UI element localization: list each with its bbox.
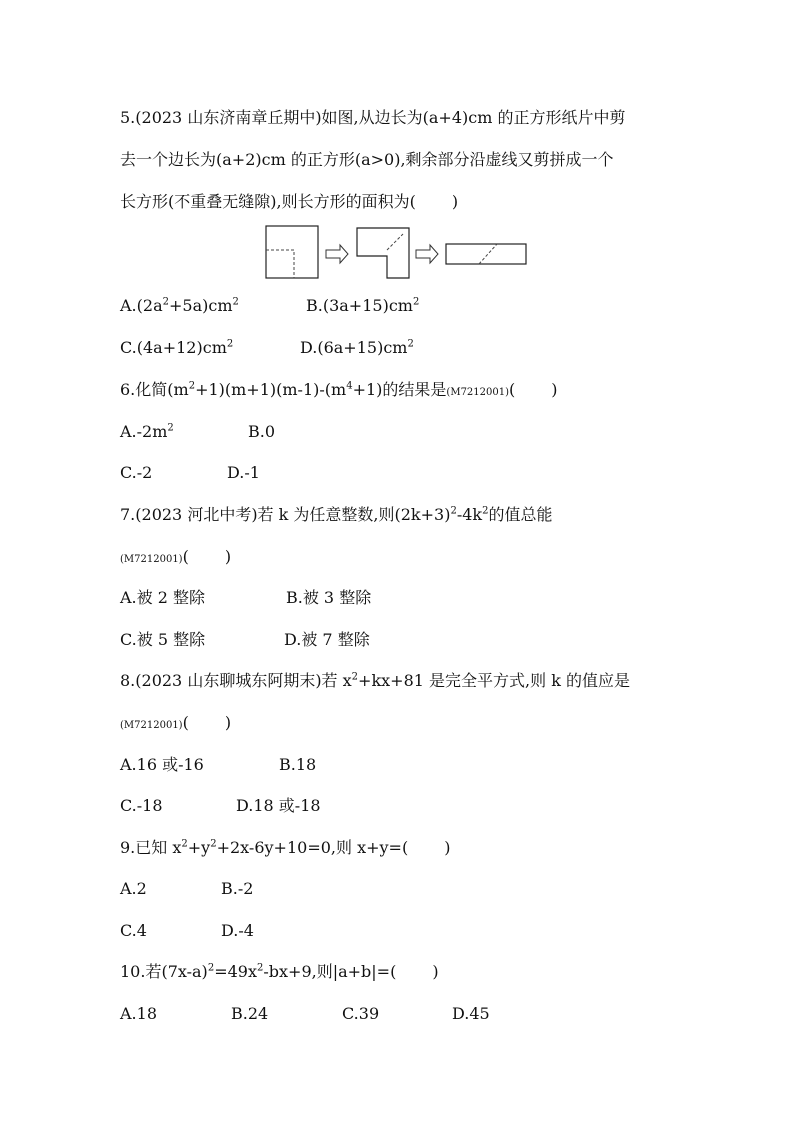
q7-code-line: (M7212001)( ): [120, 547, 232, 566]
q8-stem: 8.(2023 山东聊城东阿期末)若 $x^2+kx+81$ 是完全平方式,则 k 的值应是: [120, 671, 630, 690]
result-rectangle: [446, 244, 526, 264]
q8-option-b: B.18: [279, 755, 317, 774]
q8-code: (M7212001): [120, 720, 183, 731]
cut-line-dashed: [266, 250, 294, 278]
q7-code: (M7212001): [120, 554, 183, 565]
q5-option-a: $A.(2a^2+5a)cm^2$: [120, 296, 239, 315]
q8-option-d: D.18 或-18: [236, 796, 321, 815]
arrow-right-icon: [326, 245, 348, 263]
q10-option-d: D.45: [452, 1004, 490, 1023]
q5-line3: [120, 191, 458, 213]
q9-option-a: A.2: [120, 879, 147, 898]
rectangle-dashed-cut: [479, 244, 497, 264]
q7-option-a: A.被 2 整除: [120, 588, 205, 607]
q8-code-line: (M7212001)( ): [120, 713, 232, 732]
q5-option-c: $C.(4a+12)cm^2$: [120, 338, 234, 357]
q6-option-b: B.0: [248, 422, 276, 441]
q7-stem: 7.(2023 河北中考)若 k 为任意整数,则$(2k+3)^2-4k^2$的值总能: [120, 505, 553, 524]
arrow-right-icon: [416, 245, 438, 263]
l-shape-dashed-cut: [387, 234, 403, 250]
q5-stem-end: 长方形(不重叠无缝隙),则长方形的面积为(: [120, 192, 416, 211]
original-square-shape: [266, 226, 318, 278]
q9-option-b: B.-2: [221, 879, 254, 898]
q9-option-c: C.4: [120, 921, 147, 940]
q6-option-d: D.-1: [227, 463, 260, 482]
q10-option-a: A.18: [120, 1004, 157, 1023]
q10-option-b: B.24: [231, 1004, 269, 1023]
q7-option-d: D.被 7 整除: [284, 630, 370, 649]
q6-option-a: $A.-2m^2$: [120, 422, 174, 441]
q6-code: (M7212001): [446, 387, 509, 398]
q9-stem: 9.已知 $x^2+y^2+2x-6y+10=0$,则 x+y=( ): [120, 838, 451, 857]
q10-stem: 10.若$(7x-a)^2=49x^2-bx+9$,则|a+b|=( ): [120, 962, 439, 981]
q5-option-d: $D.(6a+15)cm^2$: [300, 338, 414, 357]
q5-line1: 5.(2023 山东济南章丘期中)如图,从边长为(a+4)cm 的正方形纸片中剪: [120, 108, 626, 127]
q5-line2: 去一个边长为(a+2)cm 的正方形(a>0),剩余部分沿虚线又剪拼成一个: [120, 150, 614, 169]
q8-option-c: C.-18: [120, 796, 163, 815]
q5-figure: [264, 224, 530, 280]
q5-option-b: $B.(3a+15)cm^2$: [306, 296, 420, 315]
q6-stem: 6.化简$(m^2+1)(m+1)(m-1)-(m^4+1)$的结果是(M7212001)( ): [120, 380, 558, 399]
q7-option-b: B.被 3 整除: [286, 588, 372, 607]
q9-option-d: D.-4: [221, 921, 254, 940]
q6-option-c: C.-2: [120, 463, 153, 482]
q5-close-paren: ): [451, 192, 459, 211]
q10-option-c: C.39: [342, 1004, 380, 1023]
q7-option-c: C.被 5 整除: [120, 630, 206, 649]
q8-option-a: A.16 或-16: [120, 755, 204, 774]
